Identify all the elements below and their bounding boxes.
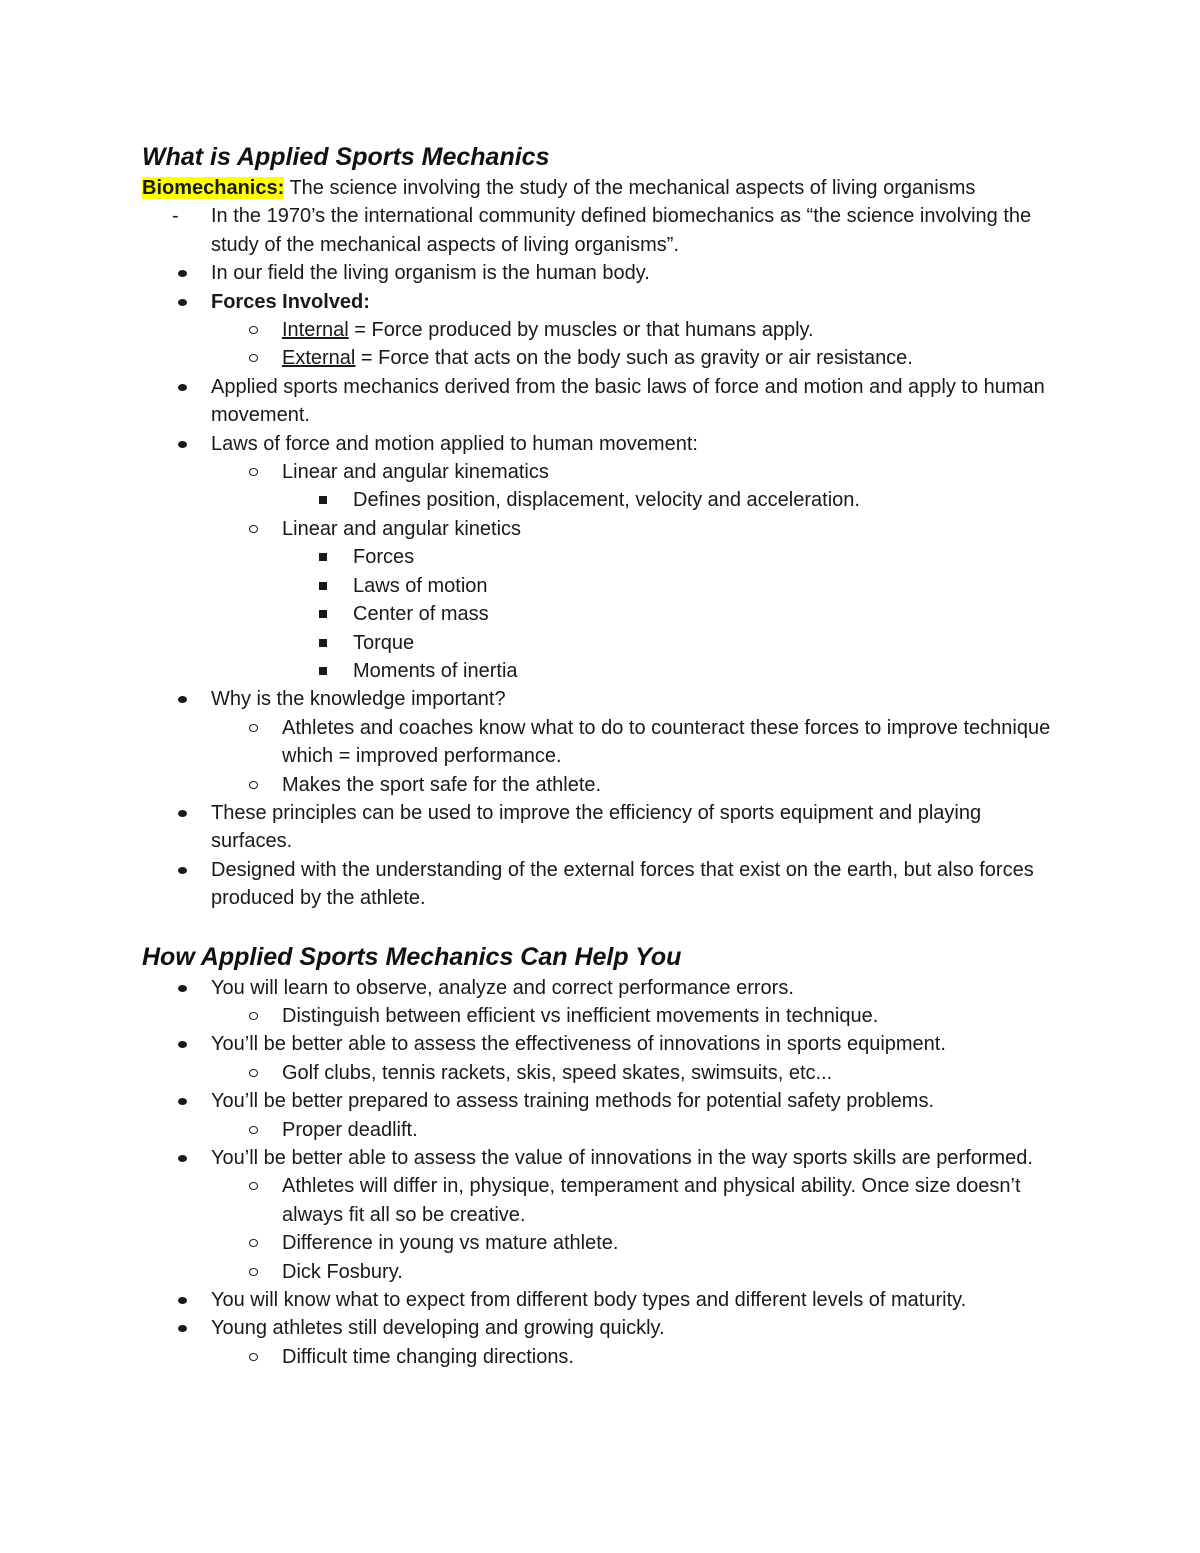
circle-bullet-icon [246,1002,262,1030]
list-item-text: These principles can be used to improve the efficiency of sports equipment and playing surfaces. [211,801,982,853]
list-item-text: Difficult time changing directions. [282,1345,574,1368]
circle-bullet-icon [246,771,262,799]
list-item [142,685,1062,713]
list-item-text: Dick Fosbury. [282,1260,403,1283]
list-item-term: Internal [282,319,349,342]
list-item-text: You’ll be better able to assess the value of innovations in the way sports skills are performed. [211,1147,1033,1169]
circle-bullet-icon [246,1343,262,1371]
list-item-text: Young athletes still developing and growing quickly. [211,1317,665,1340]
list-item [142,1002,1062,1030]
list-item-term: External [282,347,356,370]
highlighted-term: Biomechanics: [142,177,285,199]
list-item-text: Athletes and coaches know what to do to counteract these forces to improve technique which = improved performance. [282,716,1051,768]
circle-bullet-icon [246,1116,262,1144]
square-bullet-icon [315,543,331,571]
bullet-icon [175,1030,191,1058]
section-title: How Applied Sports Mechanics Can Help You [142,942,682,971]
square-bullet-icon [315,486,331,514]
circle-bullet-icon [246,1172,262,1200]
circle-bullet-icon [246,344,262,372]
circle-bullet-icon [246,1258,262,1286]
square-bullet-icon [315,657,331,685]
list-item-text: Moments of inertia [353,659,518,682]
square-bullet-icon [315,600,331,628]
list-item-text: Linear and angular kinematics [282,461,549,484]
list-item [142,771,1062,799]
list-item [142,1314,1062,1342]
list-item [142,259,1062,287]
definition-paragraph [142,174,1062,202]
section-title: What is Applied Sports Mechanics [142,143,550,171]
circle-bullet-icon [246,1059,262,1087]
list-item [142,458,1062,486]
list-item [142,373,1062,430]
list-item [142,572,1062,600]
list-item [142,202,1062,259]
list-item [142,316,1062,344]
list-item-text: Designed with the understanding of the external forces that exist on the earth, but also forces produced by the athlete. [211,858,1034,910]
list-item [142,1059,1062,1087]
list-item [142,1258,1062,1286]
definition-text: The science involving the study of the mechanical aspects of living organisms [284,177,976,199]
bullet-icon [175,1087,191,1115]
square-bullet-icon [315,629,331,657]
list-item-text: You’ll be better able to assess the effectiveness of innovations in sports equipment. [211,1033,946,1056]
list-item-text: Forces Involved: [211,290,370,313]
bullet-icon [175,373,191,401]
list-item-text: Why is the knowledge important? [211,688,506,711]
list-item-text: Makes the sport safe for the athlete. [282,773,602,796]
list-item [142,486,1062,514]
bullet-icon [175,1314,191,1342]
list-item [142,430,1062,458]
list-item-text: = Force produced by muscles or that humans apply. [348,319,814,342]
list-item [142,629,1062,657]
list-item-text: Center of mass [353,603,489,626]
list-item-text: Laws of motion [353,574,488,597]
list-item [142,543,1062,571]
list-item-text: Golf clubs, tennis rackets, skis, speed skates, swimsuits, etc... [282,1061,833,1084]
list-item [142,799,1062,856]
list-item [142,1116,1062,1144]
bullet-icon [175,974,191,1002]
list-item-text: In the 1970’s the international community defined biomechanics as “the science involving the study of the mechanical aspects of living organisms”. [211,205,1032,256]
bullet-icon [175,430,191,458]
list-item [142,288,1062,316]
circle-bullet-icon [246,714,262,742]
list-item [142,1229,1062,1257]
dash-marker: - [172,205,179,228]
list-item [142,1144,1062,1172]
bullet-icon [175,1286,191,1314]
list-item-text: You will learn to observe, analyze and correct performance errors. [211,976,794,999]
list-item-text: Torque [353,631,415,654]
list-item [142,1030,1062,1058]
bullet-icon [175,856,191,884]
list-item [142,657,1062,685]
list-item-text: You’ll be better prepared to assess training methods for potential safety problems. [211,1090,935,1113]
list-item-text: Linear and angular kinetics [282,517,522,540]
list-item [142,1087,1062,1115]
list-item-text: You will know what to expect from different body types and different levels of maturity. [211,1289,967,1312]
bullet-icon [175,288,191,316]
circle-bullet-icon [246,458,262,486]
bullet-icon [175,685,191,713]
circle-bullet-icon [246,316,262,344]
circle-bullet-icon [246,515,262,543]
list-item [142,856,1062,913]
square-bullet-icon [315,572,331,600]
list-item-text: Athletes will differ in, physique, temperament and physical ability. Once size doesn’t always fit all so be creative. [282,1175,1021,1226]
list-item-text: Proper deadlift. [282,1118,418,1141]
list-item-text: Forces [353,546,415,569]
list-item [142,1343,1062,1371]
list-item-text: Laws of force and motion applied to human movement: [211,432,698,455]
list-item [142,600,1062,628]
bullet-icon [175,799,191,827]
circle-bullet-icon [246,1229,262,1257]
bullet-icon [175,259,191,287]
list-item [142,714,1062,771]
list-item-text: Applied sports mechanics derived from the basic laws of force and motion and apply to human movement. [211,375,1045,427]
bullet-icon [175,1144,191,1172]
list-item-text: = Force that acts on the body such as gravity or air resistance. [355,347,913,370]
list-item-text: Difference in young vs mature athlete. [282,1232,619,1255]
list-item [142,974,1062,1002]
list-item-text: Defines position, displacement, velocity and acceleration. [353,489,860,512]
list-item [142,1286,1062,1314]
list-item [142,1172,1062,1229]
list-item-text: In our field the living organism is the human body. [211,262,650,285]
list-item [142,515,1062,543]
list-item [142,344,1062,372]
document-page [142,140,1062,1371]
list-item-text: Distinguish between efficient vs inefficient movements in technique. [282,1004,879,1027]
